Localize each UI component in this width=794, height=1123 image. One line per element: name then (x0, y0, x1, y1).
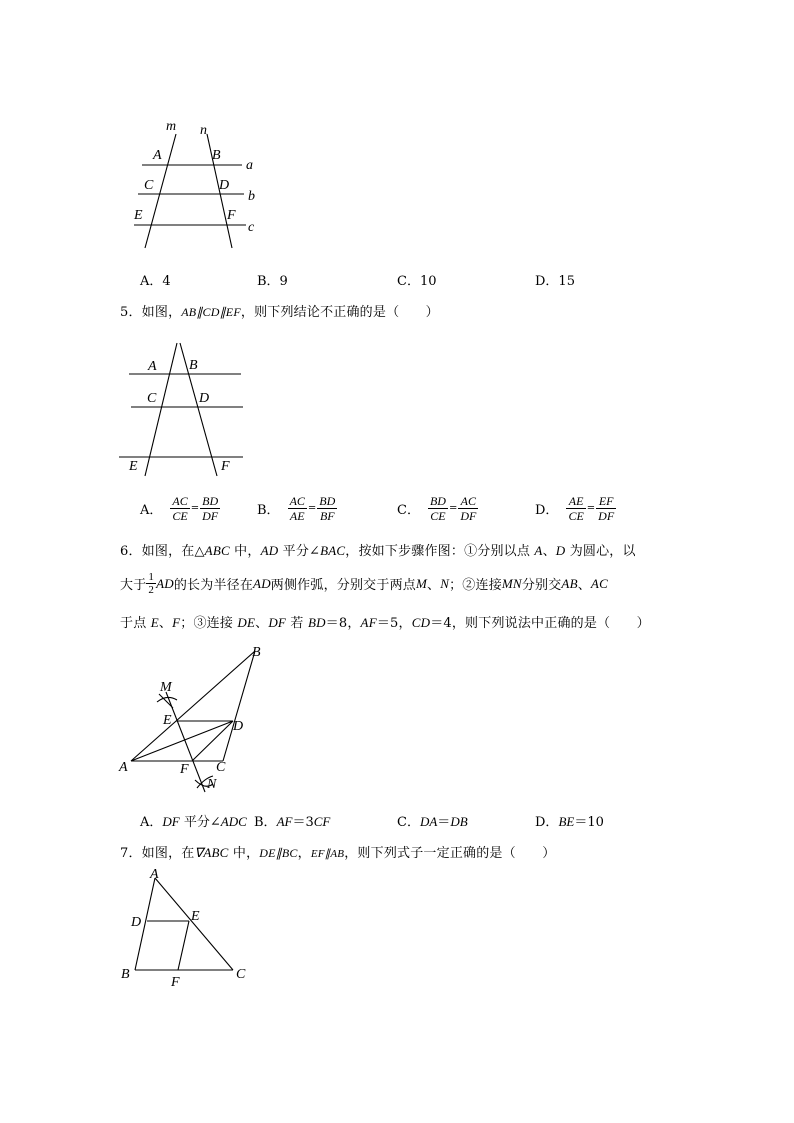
q5-b-right-frac (317, 494, 337, 523)
math: F (172, 615, 181, 630)
label-a: a (246, 158, 253, 173)
text: ， (297, 846, 311, 861)
q5-line-bf (180, 343, 217, 476)
q5-b-left-frac (288, 494, 307, 523)
label-b: b (248, 189, 255, 204)
text: 、 (542, 544, 556, 559)
q7-label-D: D (131, 915, 142, 930)
half-fraction (146, 571, 156, 596)
equals-sign: = (307, 503, 317, 514)
q5-prefix: 5．如图， (120, 305, 182, 320)
text: ＝5， (376, 616, 412, 631)
q6-label-M: M (160, 680, 172, 695)
q6-side-ab (131, 651, 255, 761)
frac-den: CE (172, 509, 188, 523)
label-F: F (227, 208, 236, 223)
figure-q4-parallel-lines (120, 112, 280, 257)
math: AC (590, 575, 608, 591)
frac-den: 2 (148, 584, 155, 596)
math: BAC (320, 543, 346, 558)
text: 、 (255, 616, 269, 631)
math: DE∥BC (259, 846, 298, 860)
math: ∇ABC (194, 845, 229, 860)
q5-stem (120, 301, 439, 320)
equals-sign: = (586, 503, 596, 514)
frac-num: AC (458, 494, 478, 509)
math: ABC (204, 543, 230, 558)
q5-d-right-frac (596, 494, 616, 523)
q5-label-A: A (148, 359, 157, 374)
frac-num: AC (289, 494, 305, 508)
q4-option-b: B．9 (257, 274, 288, 289)
math: EF∥AB (310, 848, 345, 860)
q6-stem-line-3 (120, 612, 650, 631)
q5-label-B: B (189, 358, 198, 373)
text: 平分∠ (278, 544, 321, 559)
label-C: C (144, 178, 154, 193)
q5-c-right-frac (458, 494, 478, 523)
label-A: A (153, 148, 162, 163)
q5-label-E: E (129, 459, 138, 474)
frac-den: AE (289, 509, 305, 523)
q6-option-b (254, 811, 330, 830)
text: 分别交 (521, 578, 562, 593)
text: 6．如图，在△ (120, 544, 205, 559)
frac-den: CE (430, 509, 446, 523)
frac-den: BF (319, 509, 335, 523)
q5-label-C: C (147, 391, 157, 406)
q5-c-left-frac (428, 494, 448, 523)
math: DA (419, 814, 438, 829)
math: AD (260, 543, 279, 558)
frac-num: AE (566, 494, 585, 509)
math: AD (253, 575, 271, 591)
figure-q5 (115, 340, 255, 480)
math: D (555, 543, 566, 558)
frac-den: DF (460, 509, 477, 523)
figure-q6 (115, 640, 275, 800)
math: DB (450, 814, 468, 829)
option-label: C． (397, 815, 420, 830)
frac-num: BD (429, 494, 446, 508)
q6-option-c (397, 811, 468, 830)
text: 、 (427, 578, 441, 593)
text: 、 (158, 616, 173, 631)
text: ＝8， (325, 616, 361, 631)
frac-num: BD (202, 494, 219, 508)
q6-stem-line-1 (120, 540, 636, 559)
math: DE (237, 615, 256, 630)
text: 7．如图，在 (120, 846, 195, 861)
label-c: c (248, 220, 255, 235)
q7-stem (120, 842, 555, 861)
text: 为圆心，以 (565, 544, 636, 559)
frac-den: DF (202, 509, 219, 523)
q5-option-d-label: D． (535, 503, 559, 518)
label-E: E (134, 208, 143, 223)
text: 两侧作弧，分别交于两点 (270, 578, 416, 593)
q7-label-A: A (150, 867, 159, 882)
math: BE (558, 814, 575, 829)
q5-suffix: ，则下列结论不正确的是（ ） (240, 305, 439, 320)
frac-num: BD (319, 494, 336, 508)
q7-side-ac (155, 878, 233, 970)
q5-a-left-frac (170, 494, 189, 523)
q7-label-C: C (236, 967, 246, 982)
math: AF (276, 814, 293, 829)
frac-den: CE (568, 509, 584, 523)
text: ＝ (437, 815, 451, 830)
text: ＝3 (292, 815, 314, 830)
q5-option-b-label: B． (257, 503, 280, 518)
q7-label-F: F (171, 975, 180, 990)
frac-num: 1 (148, 571, 155, 583)
math: AD (156, 575, 174, 591)
math: CF (313, 814, 331, 829)
q7-label-E: E (191, 909, 200, 924)
text: 若 (286, 616, 308, 631)
text: 大于 (120, 578, 147, 593)
q6-option-a (140, 811, 247, 830)
q4-option-c: C．10 (397, 274, 437, 289)
math: AB (561, 575, 578, 591)
label-m: m (166, 119, 177, 134)
frac-num: AC (172, 494, 188, 508)
q5-option-b (257, 494, 337, 523)
q5-option-c-label: C． (397, 503, 420, 518)
q5-math: AB∥CD∥EF (181, 305, 241, 319)
q5-option-a (140, 494, 220, 523)
text: ＝10 (574, 815, 604, 830)
q6-label-E: E (163, 713, 172, 728)
q6-label-B: B (252, 645, 261, 660)
math: CD (411, 615, 431, 630)
q4-option-d: D．15 (535, 274, 575, 289)
q5-d-left-frac (566, 494, 585, 523)
q4-option-a: A．4 (140, 274, 171, 289)
math: N (440, 575, 450, 591)
q6-label-D: D (233, 719, 244, 734)
math: E (150, 615, 159, 630)
frac-den: DF (598, 509, 615, 523)
text: 于点 (120, 616, 151, 631)
q6-segment-ad (131, 721, 233, 761)
equals-sign: = (190, 503, 200, 514)
q5-a-right-frac (200, 494, 220, 523)
math: A (534, 543, 543, 558)
option-label: B． (254, 815, 277, 830)
q7-segment-ef (178, 921, 189, 970)
q6-label-A: A (119, 760, 128, 775)
math: MN (501, 575, 522, 591)
math: M (415, 575, 428, 591)
text: 中， (228, 846, 260, 861)
q5-label-D: D (199, 391, 210, 406)
q5-option-d (535, 494, 616, 523)
q6-stem-line-2 (120, 571, 608, 596)
figure-q7 (115, 862, 265, 992)
math: ADC (220, 814, 247, 829)
text: 中， (229, 544, 261, 559)
q7-label-B: B (121, 967, 130, 982)
q6-label-C: C (216, 760, 226, 775)
frac-num: EF (596, 494, 616, 509)
option-label: A． (140, 815, 163, 830)
q6-arc-m2 (159, 694, 173, 708)
math: AF (360, 615, 377, 630)
q6-option-d (535, 811, 604, 830)
q6-segment-fd (192, 721, 233, 761)
text: 平分∠ (179, 815, 221, 830)
text: ；③连接 (180, 616, 238, 631)
option-label: D． (535, 815, 559, 830)
q5-label-F: F (221, 459, 230, 474)
q6-label-N: N (207, 777, 217, 792)
q6-label-F: F (180, 762, 189, 777)
math: BD (307, 615, 326, 630)
math: DF (162, 814, 180, 829)
math: DF (268, 615, 287, 630)
text: ，则下列式子一定正确的是（ ） (344, 846, 556, 861)
text: ；②连接 (449, 578, 502, 593)
equals-sign: = (448, 503, 458, 514)
text: ，按如下步骤作图：①分别以点 (345, 544, 535, 559)
label-B: B (212, 148, 221, 163)
text: 、 (577, 578, 591, 593)
q6-side-bc (223, 651, 255, 761)
text: ＝4，则下列说法中正确的是（ ） (430, 616, 650, 631)
text: 的长为半径在 (173, 578, 254, 593)
label-n: n (200, 123, 207, 138)
q5-option-a-label: A． (140, 503, 163, 518)
label-D: D (219, 178, 230, 193)
q5-option-c (397, 494, 478, 523)
